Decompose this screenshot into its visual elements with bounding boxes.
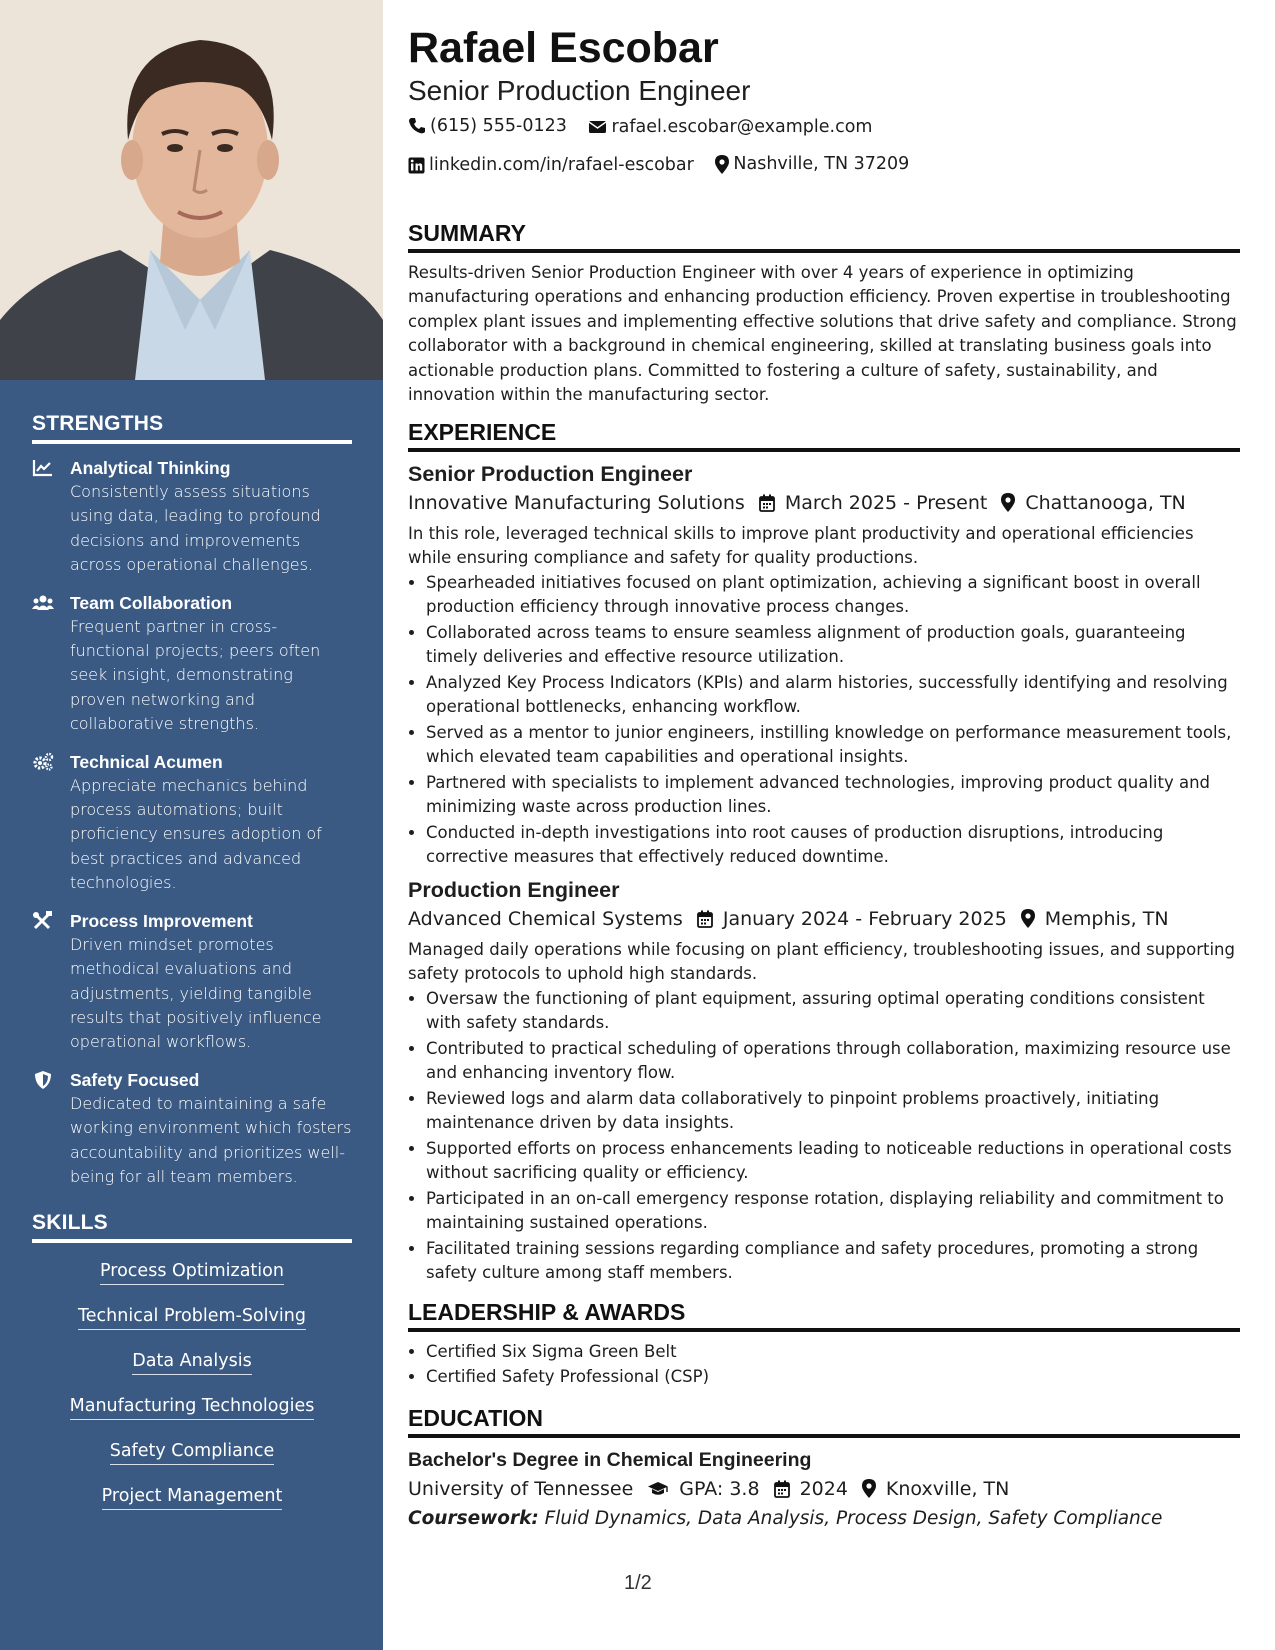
job-description: Managed daily operations while focusing on plant efficiency, troubleshooting issues, and supporting safety protocols to uphold high standards. (408, 939, 1235, 983)
skills-heading: SKILLS (32, 1211, 352, 1243)
main-column (408, 22, 1240, 1534)
strengths-heading: STRENGTHS (32, 412, 352, 444)
strength-title: Team Collaboration (70, 592, 233, 613)
strength-item (32, 591, 352, 737)
linkedin-text: linkedin.com/in/rafael-escobar (429, 155, 694, 175)
company-name: Innovative Manufacturing Solutions (408, 491, 745, 514)
skill-item: Process Optimization (100, 1259, 284, 1285)
strength-title: Technical Acumen (70, 751, 223, 772)
job-title: Senior Production Engineer (408, 461, 693, 486)
job-meta (408, 488, 1240, 518)
strength-description: Appreciate mechanics behind process automations; built proficiency ensures adoption of best practices and advanced technologies. (70, 775, 322, 893)
job-description: In this role, leveraged technical skills to improve plant productivity and operational efficiencies while ensuring compliance and safety for quality productions. (408, 523, 1194, 567)
job-bullets (408, 987, 1240, 1286)
shield-icon (32, 1070, 54, 1090)
linkedin-contact[interactable] (408, 149, 694, 181)
strength-title: Analytical Thinking (70, 458, 231, 478)
job-meta (408, 904, 1240, 934)
map-pin-icon (1001, 493, 1015, 512)
job-location: Memphis, TN (1044, 907, 1169, 930)
strength-description: Consistently assess situations using data, leading to profound decisions and improvements across operational challenges. (70, 482, 321, 575)
gears-icon (32, 752, 54, 772)
job-entry (408, 460, 1240, 870)
strength-item (32, 750, 352, 896)
bullet-item: • Facilitated training sessions regarding compliance and safety procedures, promoting a strong safety culture among staff members. (426, 1237, 1240, 1286)
award-item: • Certified Safety Professional (CSP) (426, 1365, 1240, 1390)
experience-heading: EXPERIENCE (408, 418, 1240, 452)
skill-item: Manufacturing Technologies (70, 1394, 315, 1420)
coursework-label: Coursework: (408, 1507, 539, 1529)
coursework-text: Fluid Dynamics, Data Analysis, Process Design, Safety Compliance (544, 1507, 1163, 1529)
profile-photo (0, 0, 383, 380)
skills-list (32, 1253, 352, 1523)
job-bullets (408, 571, 1240, 870)
summary-text: Results-driven Senior Production Engineer with over 4 years of experience in optimizing manufacturing operations and enhancing production efficiency. Proven expertise in troubleshooting complex plant issues and implementing effective solutions that drive safety and compliance. Strong collaborator with a background in chemical engineering, skilled at translating business goals into actionable production plans. Committed to fostering a culture of safety, sustainability, and innovation within the manufacturing sector. (408, 262, 1237, 404)
strength-title: Process Improvement (70, 910, 253, 931)
strength-description: Dedicated to maintaining a safe working environment which fosters accountability and prioritizes well-being for all team members. (70, 1093, 352, 1186)
gpa: GPA: 3.8 (679, 1477, 760, 1500)
strength-item (32, 909, 352, 1055)
skill-item: Safety Compliance (110, 1439, 275, 1465)
phone-icon (408, 117, 426, 135)
calendar-icon (697, 910, 713, 928)
bullet-item: • Analyzed Key Process Indicators (KPIs) and alarm histories, successfully identifying and resolving operational bottlenecks, enhancing workflow. (426, 671, 1240, 720)
email-text: rafael.escobar@example.com (611, 117, 873, 137)
strength-title: Safety Focused (70, 1069, 200, 1090)
bullet-item: • Spearheaded initiatives focused on plant optimization, achieving a significant boost in overall production efficiency through innovative process changes. (426, 571, 1240, 620)
linkedin-icon (408, 157, 425, 174)
job-location: Chattanooga, TN (1025, 491, 1186, 514)
map-pin-icon (715, 155, 729, 174)
bullet-item: • Partnered with specialists to implement advanced technologies, improving product quality and minimizing waste across production lines. (426, 771, 1240, 820)
envelope-icon (588, 119, 607, 135)
summary-heading: SUMMARY (408, 219, 1240, 253)
tools-icon (32, 911, 54, 931)
sidebar-content (32, 412, 352, 1523)
email-contact[interactable] (588, 111, 872, 143)
awards-heading: LEADERSHIP & AWARDS (408, 1298, 1240, 1332)
calendar-icon (774, 1480, 790, 1498)
users-icon (32, 593, 54, 613)
bullet-item: • Contributed to practical scheduling of operations through collaboration, maximizing resource use and enhancing inventory flow. (426, 1037, 1240, 1086)
bullet-item: • Collaborated across teams to ensure seamless alignment of production goals, guaranteeing timely deliveries and effective resource utilization. (426, 621, 1240, 670)
page-number: 1/2 (624, 1572, 652, 1594)
chart-line-icon (32, 458, 54, 478)
calendar-icon (759, 494, 775, 512)
map-pin-icon (862, 1479, 876, 1498)
skill-item: Data Analysis (132, 1349, 251, 1375)
contact-row (408, 148, 1240, 185)
location-contact (715, 148, 909, 180)
bullet-item: • Reviewed logs and alarm data collaboratively to pinpoint problems proactively, initiating maintenance driven by data insights. (426, 1087, 1240, 1136)
job-title: Production Engineer (408, 877, 620, 902)
company-name: Advanced Chemical Systems (408, 907, 683, 930)
strength-item (32, 456, 352, 578)
graduation-year: 2024 (799, 1477, 848, 1500)
school-name: University of Tennessee (408, 1477, 634, 1500)
strength-description: Frequent partner in cross-functional projects; peers often seek insight, demonstrating proven networking and collaborative strengths. (70, 616, 321, 734)
candidate-name: Rafael Escobar (408, 24, 719, 72)
bullet-item: • Oversaw the functioning of plant equipment, assuring optimal operating conditions consistent with safety standards. (426, 987, 1240, 1036)
degree-title: Bachelor's Degree in Chemical Engineering (408, 1448, 812, 1471)
strength-item (32, 1068, 352, 1190)
sidebar (0, 0, 383, 1650)
phone-contact[interactable] (408, 110, 567, 142)
award-item: • Certified Six Sigma Green Belt (426, 1340, 1240, 1365)
skill-item: Project Management (102, 1484, 283, 1510)
job-dates: March 2025 - Present (784, 491, 988, 514)
bullet-item: • Supported efforts on process enhancements leading to noticeable reductions in operational costs without sacrificing quality or efficiency. (426, 1137, 1240, 1186)
strength-description: Driven mindset promotes methodical evaluations and adjustments, yielding tangible results that positively influence operational workflows. (70, 934, 322, 1052)
awards-list (408, 1340, 1240, 1390)
education-heading: EDUCATION (408, 1404, 1240, 1438)
candidate-role: Senior Production Engineer (408, 75, 751, 106)
coursework (408, 1504, 1240, 1534)
bullet-item: • Conducted in-depth investigations into root causes of production disruptions, introducing corrective measures that effectively reduced downtime. (426, 821, 1240, 870)
map-pin-icon (1021, 909, 1035, 928)
bullet-item: • Served as a mentor to junior engineers, instilling knowledge on performance measurement tools, which elevated team capabilities and operational insights. (426, 721, 1240, 770)
phone-text: (615) 555-0123 (430, 116, 567, 136)
education-meta (408, 1474, 1240, 1504)
skill-item: Technical Problem-Solving (78, 1304, 306, 1330)
job-dates: January 2024 - February 2025 (722, 907, 1007, 930)
job-entry (408, 876, 1240, 1286)
contact-row (408, 110, 1240, 146)
bullet-item: • Participated in an on-call emergency response rotation, displaying reliability and commitment to maintaining sustained operations. (426, 1187, 1240, 1236)
school-location: Knoxville, TN (885, 1477, 1010, 1500)
location-text: Nashville, TN 37209 (733, 154, 910, 174)
graduation-cap-icon (647, 1481, 669, 1497)
